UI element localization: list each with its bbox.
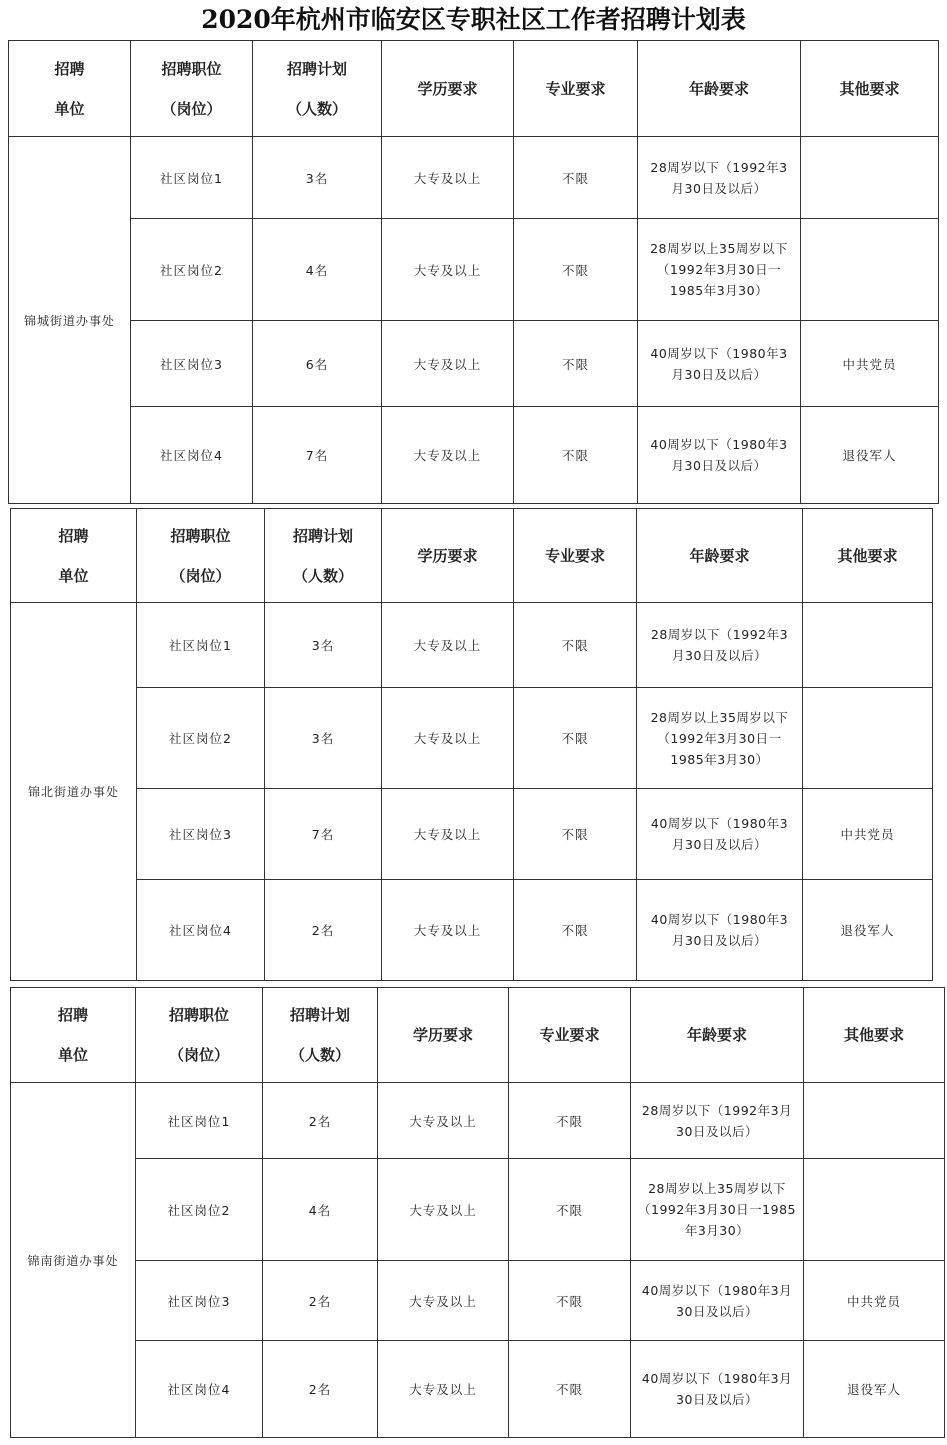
age-line: 28周岁以下（1992年3月: [641, 1102, 793, 1118]
table-row: [11, 789, 933, 880]
header-plan: [265, 509, 382, 603]
education-cell: 大专及以上: [378, 1261, 509, 1341]
header-unit-line: 招聘: [57, 1006, 88, 1024]
other-requirement-cell: [801, 219, 939, 321]
header-position-line: （岗位）: [170, 566, 231, 585]
header-position-line: （岗位）: [168, 1046, 229, 1064]
header-education: 学历要求: [382, 509, 514, 603]
age-line: 月30日及以后）: [671, 458, 767, 473]
age-requirement-cell: [638, 137, 801, 219]
major-cell: 不限: [509, 1159, 631, 1261]
education-cell: 大专及以上: [378, 1341, 509, 1438]
education-cell: 大专及以上: [382, 603, 514, 688]
header-unit-line: 招聘: [54, 59, 85, 78]
recruitment-table: [10, 508, 933, 981]
header-unit: [9, 41, 131, 137]
education-cell: 大专及以上: [382, 407, 514, 504]
age-line: （1992年3月30日一: [657, 730, 782, 746]
age-line: 1985年3月30）: [670, 751, 769, 767]
header-education: 学历要求: [378, 988, 509, 1083]
position-cell: 社区岗位3: [137, 789, 265, 880]
count-cell: 7名: [253, 407, 382, 504]
age-requirement-cell: [631, 1083, 804, 1159]
age-line: 40周岁以下（1980年3: [650, 816, 789, 831]
major-cell: 不限: [514, 407, 638, 504]
education-cell: 大专及以上: [382, 789, 514, 880]
education-cell: 大专及以上: [382, 219, 514, 321]
age-line: 40周岁以下（1980年3: [650, 912, 789, 927]
header-major: 专业要求: [509, 988, 631, 1083]
recruitment-table: [10, 987, 945, 1438]
age-line: 月30日及以后）: [672, 933, 767, 948]
header-position-line: （岗位）: [161, 99, 222, 118]
education-cell: 大专及以上: [378, 1083, 509, 1159]
other-requirement-cell: 中共党员: [801, 321, 939, 407]
unit-cell: 锦城街道办事处: [9, 137, 131, 504]
age-line: 1985年3月30）: [669, 283, 769, 298]
count-cell: 2名: [265, 880, 382, 981]
count-cell: 3名: [253, 137, 382, 219]
age-line: 月30日及以后）: [671, 180, 767, 196]
major-cell: 不限: [514, 880, 637, 981]
header-plan-line: 招聘计划: [292, 526, 353, 545]
age-line: （1992年3月30日一: [656, 262, 782, 277]
count-cell: 2名: [263, 1083, 378, 1159]
header-plan: [253, 41, 382, 137]
header-unit-line: 单位: [54, 99, 85, 118]
age-line: 40周岁以下（1980年3: [650, 345, 788, 361]
age-line: （1992年3月30日一1985: [638, 1202, 796, 1217]
position-cell: 社区岗位3: [131, 321, 253, 407]
table-row: [9, 407, 939, 504]
major-cell: 不限: [509, 1083, 631, 1159]
position-cell: 社区岗位4: [131, 407, 253, 504]
header-education: 学历要求: [382, 41, 514, 137]
other-requirement-cell: [804, 1083, 945, 1159]
header-row: [11, 988, 945, 1083]
age-requirement-cell: [638, 321, 801, 407]
position-cell: 社区岗位3: [136, 1261, 263, 1341]
unit-cell: 锦南街道办事处: [11, 1083, 136, 1438]
age-line: 28周岁以上35周岁以下: [650, 241, 788, 256]
header-age: 年龄要求: [637, 509, 803, 603]
age-line: 40周岁以下（1980年3月: [641, 1371, 793, 1386]
age-requirement-cell: [637, 603, 803, 688]
count-cell: 4名: [263, 1159, 378, 1261]
major-cell: 不限: [514, 137, 638, 219]
age-line: 40周岁以下（1980年3: [650, 437, 788, 452]
age-requirement-cell: [637, 789, 803, 880]
count-cell: 7名: [265, 789, 382, 880]
age-line: 30日及以后）: [676, 1123, 758, 1139]
age-line: 30日及以后）: [676, 1392, 758, 1407]
table-row: [11, 688, 933, 789]
header-plan-line: （人数）: [289, 1046, 350, 1064]
header-unit-line: 单位: [58, 566, 89, 585]
header-position: [131, 41, 253, 137]
table-row: [11, 1261, 945, 1341]
age-line: 30日及以后）: [676, 1303, 758, 1319]
unit-cell: 锦北街道办事处: [11, 603, 137, 981]
header-age: 年龄要求: [638, 41, 801, 137]
age-line: 28周岁以下（1992年3: [650, 627, 789, 642]
position-cell: 社区岗位4: [136, 1341, 263, 1438]
major-cell: 不限: [514, 789, 637, 880]
header-major: 专业要求: [514, 509, 637, 603]
header-plan-line: （人数）: [286, 99, 347, 118]
other-requirement-cell: 中共党员: [804, 1261, 945, 1341]
other-requirement-cell: 退役军人: [803, 880, 933, 981]
table-row: [9, 321, 939, 407]
position-cell: 社区岗位4: [137, 880, 265, 981]
header-position-line: 招聘职位: [170, 526, 231, 545]
age-line: 年3月30）: [684, 1223, 750, 1238]
header-position-line: 招聘职位: [161, 59, 222, 78]
education-cell: 大专及以上: [382, 880, 514, 981]
age-requirement-cell: [637, 688, 803, 789]
count-cell: 2名: [263, 1341, 378, 1438]
table-row: [11, 1341, 945, 1438]
recruitment-table: [8, 40, 939, 504]
age-requirement-cell: [638, 219, 801, 321]
count-cell: 3名: [265, 603, 382, 688]
age-requirement-cell: [637, 880, 803, 981]
age-requirement-cell: [631, 1159, 804, 1261]
header-position: [137, 509, 265, 603]
header-major: 专业要求: [514, 41, 638, 137]
header-plan: [263, 988, 378, 1083]
major-cell: 不限: [509, 1341, 631, 1438]
major-cell: 不限: [509, 1261, 631, 1341]
header-plan-line: （人数）: [292, 566, 353, 585]
table-row: [11, 1159, 945, 1261]
age-requirement-cell: [631, 1261, 804, 1341]
position-cell: 社区岗位2: [136, 1159, 263, 1261]
major-cell: 不限: [514, 321, 638, 407]
header-row: [11, 509, 933, 603]
header-position: [136, 988, 263, 1083]
age-requirement-cell: [638, 407, 801, 504]
count-cell: 6名: [253, 321, 382, 407]
header-position-line: 招聘职位: [168, 1006, 229, 1024]
header-age: 年龄要求: [631, 988, 804, 1083]
other-requirement-cell: [804, 1159, 945, 1261]
header-row: [9, 41, 939, 137]
major-cell: 不限: [514, 688, 637, 789]
education-cell: 大专及以上: [382, 137, 514, 219]
other-requirement-cell: [801, 137, 939, 219]
major-cell: 不限: [514, 219, 638, 321]
count-cell: 2名: [263, 1261, 378, 1341]
table-row: [9, 137, 939, 219]
count-cell: 3名: [265, 688, 382, 789]
table-row: [11, 880, 933, 981]
age-line: 月30日及以后）: [672, 837, 767, 852]
header-unit-line: 招聘: [58, 526, 89, 545]
position-cell: 社区岗位1: [131, 137, 253, 219]
position-cell: 社区岗位1: [136, 1083, 263, 1159]
major-cell: 不限: [514, 603, 637, 688]
other-requirement-cell: 退役军人: [801, 407, 939, 504]
page-title: 2020年杭州市临安区专职社区工作者招聘计划表: [201, 5, 746, 34]
table-row: [11, 1083, 945, 1159]
education-cell: 大专及以上: [382, 688, 514, 789]
other-requirement-cell: [803, 688, 933, 789]
age-line: 28周岁以下（1992年3: [650, 159, 788, 175]
education-cell: 大专及以上: [382, 321, 514, 407]
other-requirement-cell: 退役军人: [804, 1341, 945, 1438]
header-unit: [11, 988, 136, 1083]
table-row: [9, 219, 939, 321]
age-requirement-cell: [631, 1341, 804, 1438]
header-unit: [11, 509, 137, 603]
age-line: 月30日及以后）: [671, 366, 767, 382]
position-cell: 社区岗位1: [137, 603, 265, 688]
header-plan-line: 招聘计划: [286, 59, 347, 78]
header-other: 其他要求: [803, 509, 933, 603]
age-line: 28周岁以上35周岁以下: [650, 709, 789, 725]
header-other: 其他要求: [804, 988, 945, 1083]
age-line: 40周岁以下（1980年3月: [641, 1282, 793, 1298]
age-line: 月30日及以后）: [672, 648, 767, 663]
age-line: 28周岁以上35周岁以下: [648, 1181, 786, 1196]
position-cell: 社区岗位2: [131, 219, 253, 321]
count-cell: 4名: [253, 219, 382, 321]
other-requirement-cell: 中共党员: [803, 789, 933, 880]
other-requirement-cell: [803, 603, 933, 688]
position-cell: 社区岗位2: [137, 688, 265, 789]
table-row: [11, 603, 933, 688]
header-plan-line: 招聘计划: [289, 1006, 350, 1024]
header-other: 其他要求: [801, 41, 939, 137]
education-cell: 大专及以上: [378, 1159, 509, 1261]
header-unit-line: 单位: [57, 1046, 88, 1064]
